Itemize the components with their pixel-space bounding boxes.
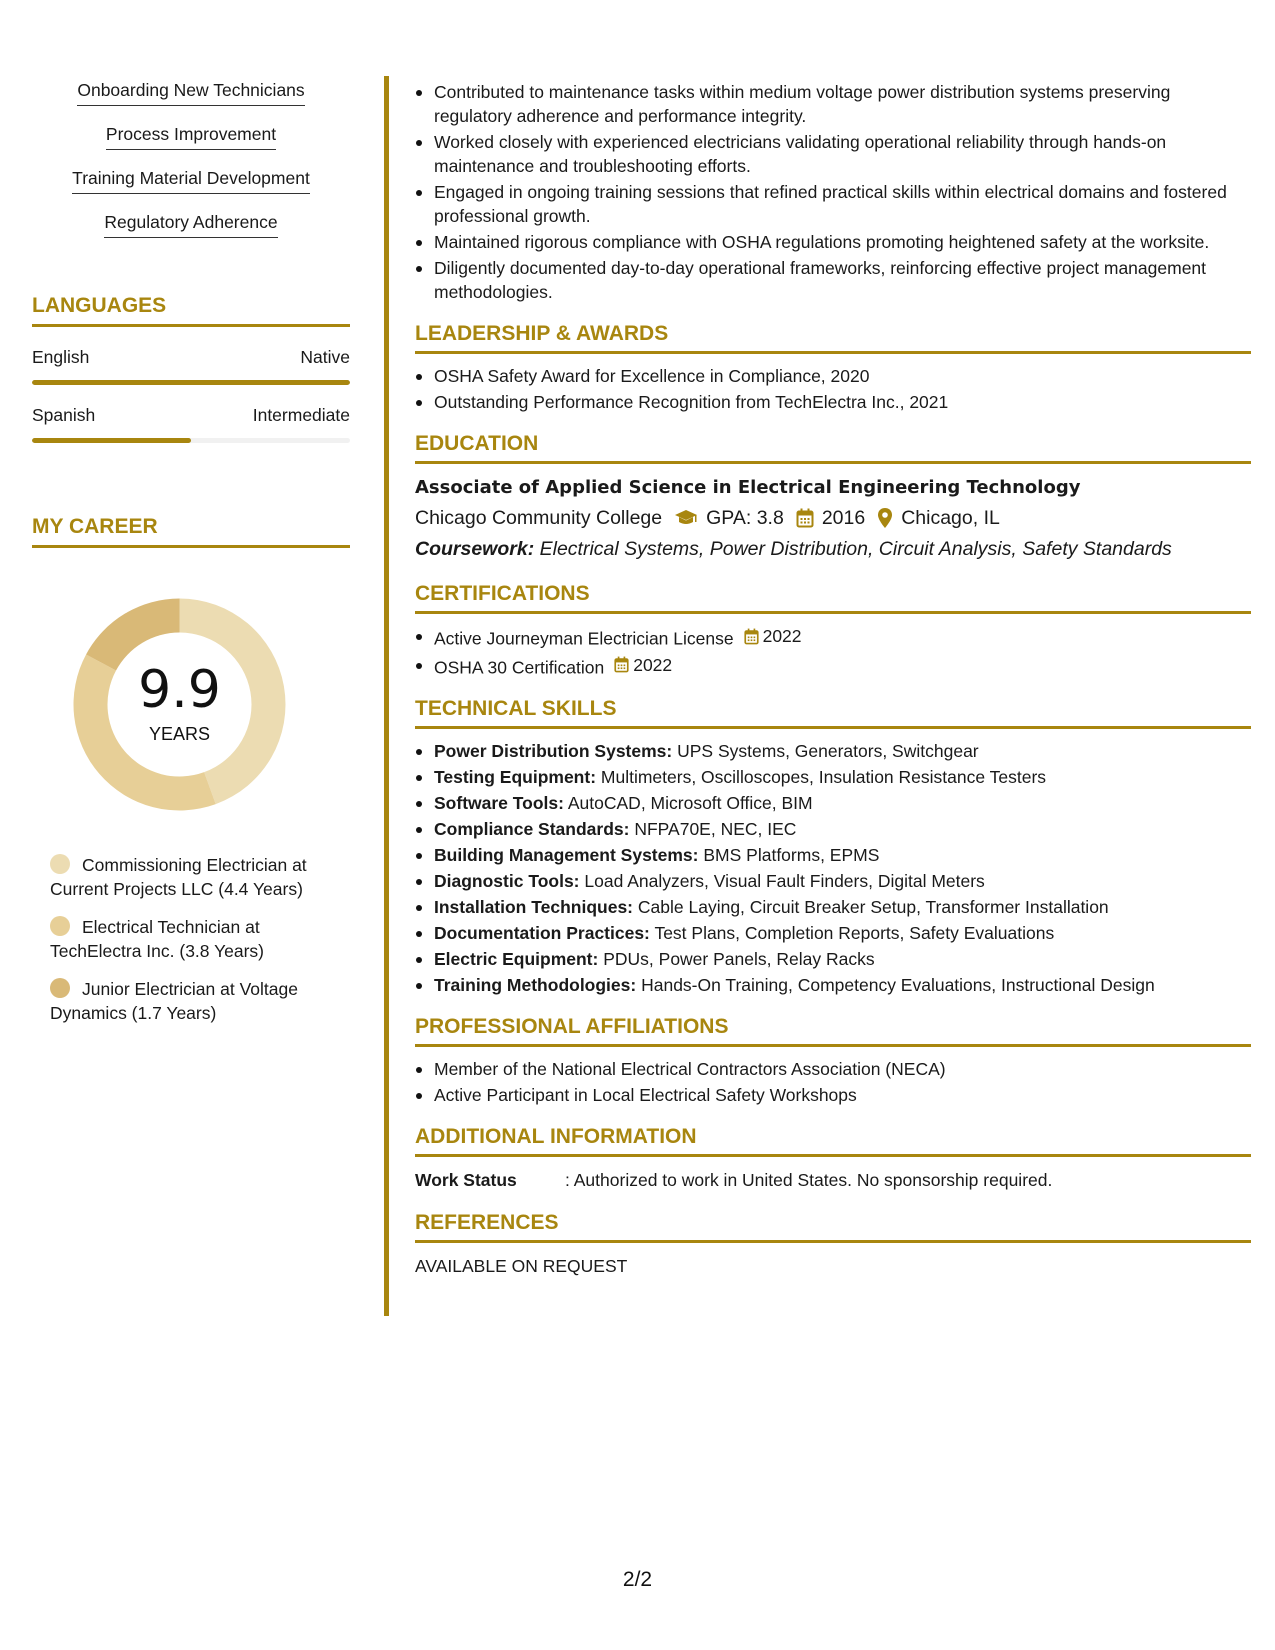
list-item: Member of the National Electrical Contractors Association (NECA) [415, 1057, 1251, 1081]
legend-label: Electrical Technician at TechElectra Inc. (3.8 Years) [50, 917, 264, 961]
education-heading: EDUCATION [415, 432, 1251, 464]
cert-name: OSHA 30 Certification [434, 657, 605, 677]
experience-bullets [415, 80, 1251, 304]
location-pin-icon [877, 507, 893, 529]
list-item [415, 973, 1251, 997]
skill-tag: Process Improvement [106, 124, 276, 150]
language-level: Native [300, 347, 350, 367]
language-bar [32, 438, 350, 443]
career-legend-item [50, 853, 322, 901]
list-item [415, 653, 1251, 680]
list-item: Maintained rigorous compliance with OSHA regulations promoting heightened safety at the worksite. [415, 230, 1251, 254]
skill-value: Cable Laying, Circuit Breaker Setup, Transformer Installation [637, 897, 1109, 917]
legend-dot-icon [50, 916, 70, 936]
coursework [415, 534, 1251, 564]
skill-value: PDUs, Power Panels, Relay Racks [603, 949, 875, 969]
legend-label: Commissioning Electrician at Current Projects LLC (4.4 Years) [50, 855, 307, 899]
additional-info-heading: ADDITIONAL INFORMATION [415, 1125, 1251, 1157]
skill-key: Diagnostic Tools: [434, 871, 580, 891]
coursework-value: Electrical Systems, Power Distribution, Circuit Analysis, Safety Standards [539, 538, 1172, 560]
school-location: Chicago, IL [901, 507, 1000, 529]
career-legend-item [50, 915, 322, 963]
left-column [32, 80, 350, 1039]
career-total-years: 9.9 [138, 660, 221, 720]
career-donut-chart [67, 592, 292, 817]
affiliations-list [415, 1057, 1251, 1107]
page-number: 2/2 [622, 1568, 653, 1591]
skill-tag: Regulatory Adherence [104, 212, 277, 238]
list-item [415, 739, 1251, 763]
language-spanish [32, 405, 350, 443]
list-item: Worked closely with experienced electricians validating operational reliability through hands-on maintenance and troubleshooting efforts. [415, 130, 1251, 178]
language-english [32, 347, 350, 385]
work-status-key: Work Status [415, 1170, 517, 1190]
graduation-year: 2016 [821, 507, 866, 529]
legend-dot-icon [50, 854, 70, 874]
languages-heading: LANGUAGES [32, 294, 350, 327]
list-item: Outstanding Performance Recognition from TechElectra Inc., 2021 [415, 390, 1251, 414]
language-bar-fill [32, 380, 350, 385]
list-item [415, 869, 1251, 893]
skill-value: NFPA70E, NEC, IEC [634, 819, 797, 839]
legend-dot-icon [50, 978, 70, 998]
skill-value: BMS Platforms, EPMS [703, 845, 880, 865]
skill-key: Training Methodologies: [434, 975, 637, 995]
education-details [415, 502, 1251, 534]
language-name: English [32, 347, 90, 367]
skill-key: Testing Equipment: [434, 767, 597, 787]
skill-value: Load Analyzers, Visual Fault Finders, Digital Meters [584, 871, 985, 891]
legend-label: Junior Electrician at Voltage Dynamics (1.7 Years) [50, 979, 298, 1023]
right-column [415, 80, 1251, 1279]
work-status-row [415, 1167, 1251, 1193]
list-item: Active Participant in Local Electrical Safety Workshops [415, 1083, 1251, 1107]
column-divider [384, 76, 389, 1316]
skill-value: AutoCAD, Microsoft Office, BIM [567, 793, 813, 813]
work-status-value: : Authorized to work in United States. No sponsorship required. [565, 1170, 1053, 1190]
list-item [415, 895, 1251, 919]
calendar-icon [744, 628, 759, 645]
language-level: Intermediate [252, 405, 350, 425]
skill-key: Building Management Systems: [434, 845, 699, 865]
skill-value: Test Plans, Completion Reports, Safety Evaluations [654, 923, 1055, 943]
list-item: Diligently documented day-to-day operational frameworks, reinforcing effective project management methodologies. [415, 256, 1251, 304]
gpa: GPA: 3.8 [706, 507, 784, 529]
certifications-list [415, 624, 1251, 679]
career-legend-item [50, 977, 322, 1025]
list-item: Contributed to maintenance tasks within medium voltage power distribution systems preserving regulatory adherence and performance integrity. [415, 80, 1251, 128]
cert-year: 2022 [762, 626, 802, 646]
references-text: AVAILABLE ON REQUEST [415, 1256, 628, 1276]
language-name: Spanish [32, 405, 96, 425]
graduation-cap-icon [674, 509, 698, 527]
cert-year: 2022 [633, 654, 673, 675]
skill-key: Power Distribution Systems: [434, 741, 673, 761]
skill-tag: Onboarding New Technicians [77, 80, 304, 106]
certifications-heading: CERTIFICATIONS [415, 582, 1251, 614]
career-years-label: YEARS [148, 724, 211, 744]
coursework-label: Coursework: [415, 538, 535, 560]
leadership-list [415, 364, 1251, 414]
skill-key: Documentation Practices: [434, 923, 650, 943]
list-item [415, 843, 1251, 867]
career-heading: MY CAREER [32, 515, 350, 548]
list-item [415, 765, 1251, 789]
calendar-icon [614, 656, 629, 673]
skill-key: Compliance Standards: [434, 819, 630, 839]
skill-key: Software Tools: [434, 793, 564, 813]
language-bar [32, 380, 350, 385]
skill-value: Multimeters, Oscilloscopes, Insulation Resistance Testers [600, 767, 1047, 787]
skill-value: Hands-On Training, Competency Evaluations, Instructional Design [641, 975, 1155, 995]
technical-skills-heading: TECHNICAL SKILLS [415, 697, 1251, 729]
list-item [415, 624, 1251, 651]
skill-key: Installation Techniques: [434, 897, 634, 917]
affiliations-heading: PROFESSIONAL AFFILIATIONS [415, 1015, 1251, 1047]
calendar-icon [796, 508, 814, 528]
career-legend [32, 853, 322, 1025]
skill-key: Electric Equipment: [434, 949, 599, 969]
list-item [415, 791, 1251, 815]
list-item: OSHA Safety Award for Excellence in Compliance, 2020 [415, 364, 1251, 388]
degree-title: Associate of Applied Science in Electrical Engineering Technology [415, 477, 1081, 498]
list-item [415, 921, 1251, 945]
skill-tags [32, 80, 350, 256]
skill-value: UPS Systems, Generators, Switchgear [677, 741, 979, 761]
list-item: Engaged in ongoing training sessions that refined practical skills within electrical domains and fostered professional growth. [415, 180, 1251, 228]
technical-skills-list [415, 739, 1251, 997]
language-bar-fill [32, 438, 191, 443]
skill-tag: Training Material Development [72, 168, 310, 194]
school-name: Chicago Community College [415, 507, 663, 529]
references-heading: REFERENCES [415, 1211, 1251, 1243]
list-item [415, 817, 1251, 841]
cert-name: Active Journeyman Electrician License [434, 628, 734, 649]
list-item [415, 947, 1251, 971]
leadership-heading: LEADERSHIP & AWARDS [415, 322, 1251, 354]
